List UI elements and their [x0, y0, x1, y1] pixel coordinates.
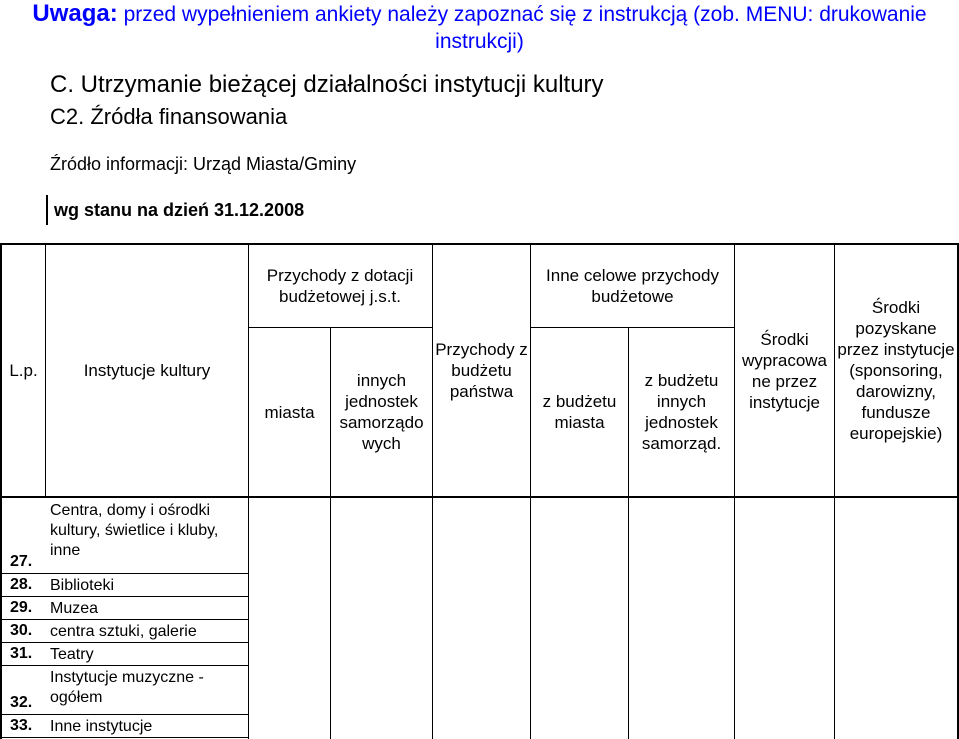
data-entry-cell[interactable]: [736, 643, 833, 664]
data-entry-cell[interactable]: [250, 597, 329, 618]
row-separator: [0, 596, 248, 597]
row-institution-name: Biblioteki: [50, 577, 115, 594]
row-separator: [0, 619, 248, 620]
data-entry-cell[interactable]: [630, 715, 733, 736]
data-entry-cell[interactable]: [250, 620, 329, 641]
data-entry-cell[interactable]: [736, 620, 833, 641]
header-institutions: Instytucje kultury: [83, 361, 211, 380]
data-entry-cell[interactable]: [630, 499, 733, 572]
data-entry-cell[interactable]: [532, 715, 627, 736]
source-info: Źródło informacji: Urząd Miasta/Gminy: [50, 154, 357, 174]
data-entry-cell[interactable]: [630, 666, 733, 713]
data-entry-cell[interactable]: [836, 574, 956, 595]
header-other-city: z budżetu miasta: [542, 392, 617, 432]
data-entry-cell[interactable]: [836, 620, 956, 641]
notice-text: przed wypełnieniem ankiety należy zapoznać się z instrukcją (zob. MENU: drukowanie instrukcji): [117, 3, 927, 53]
row-number: 31.: [10, 645, 33, 662]
header-subsidy-city: miasta: [264, 402, 315, 422]
data-entry-cell[interactable]: [250, 666, 329, 713]
data-entry-cell[interactable]: [532, 666, 627, 713]
row-separator: [0, 573, 248, 574]
header-own-funds: Środki wypracowa ne przez instytucje: [741, 329, 828, 412]
notice-prefix: Uwaga:: [32, 0, 118, 27]
row-institution-name: Instytucje muzyczne - ogółem: [50, 669, 204, 706]
as-of-date: wg stanu na dzień 31.12.2008: [46, 195, 304, 225]
data-entry-cell[interactable]: [736, 574, 833, 595]
data-entry-cell[interactable]: [434, 499, 529, 572]
data-entry-cell[interactable]: [532, 597, 627, 618]
header-other-units: z budżetu innych jednostek samorząd.: [641, 371, 722, 453]
header-subsidy-group: Przychody z dotacji budżetowej j.s.t.: [266, 266, 414, 306]
data-entry-cell[interactable]: [630, 643, 733, 664]
data-entry-cell[interactable]: [836, 715, 956, 736]
data-entry-cell[interactable]: [836, 499, 956, 572]
header-state-budget: Przychody z budżetu państwa: [435, 340, 528, 401]
data-entry-cell[interactable]: [332, 666, 431, 713]
data-entry-cell[interactable]: [434, 574, 529, 595]
data-entry-cell[interactable]: [434, 666, 529, 713]
header-other-group: Inne celowe przychody budżetowe: [546, 266, 719, 306]
data-entry-cell[interactable]: [250, 643, 329, 664]
data-entry-cell[interactable]: [434, 643, 529, 664]
data-entry-cell[interactable]: [532, 574, 627, 595]
row-number: 33.: [10, 717, 33, 734]
data-entry-cell[interactable]: [434, 620, 529, 641]
own-funds-col-border: [834, 243, 835, 739]
data-entry-cell[interactable]: [250, 574, 329, 595]
data-entry-cell[interactable]: [250, 499, 329, 572]
header-subsidy-other: innych jednostek samorządo wych: [339, 371, 424, 453]
section-title-c: C. Utrzymanie bieżącej działalności instytucji kultury: [50, 71, 604, 98]
data-entry-cell[interactable]: [736, 499, 833, 572]
data-entry-cell[interactable]: [532, 499, 627, 572]
data-entry-cell[interactable]: [736, 666, 833, 713]
data-entry-cell[interactable]: [250, 715, 329, 736]
row-institution-name: Inne instytucje: [50, 718, 153, 735]
data-entry-cell[interactable]: [532, 643, 627, 664]
section-title-c2: C2. Źródła finansowania: [50, 104, 288, 129]
row-separator: [0, 737, 248, 738]
row-number: 32.: [10, 694, 33, 711]
row-number: 30.: [10, 622, 33, 639]
header-lp: L.p.: [9, 361, 38, 380]
data-entry-cell[interactable]: [332, 499, 431, 572]
data-entry-cell[interactable]: [630, 574, 733, 595]
data-entry-cell[interactable]: [332, 574, 431, 595]
data-entry-cell[interactable]: [630, 597, 733, 618]
row-separator: [0, 642, 248, 643]
data-entry-cell[interactable]: [434, 715, 529, 736]
data-entry-cell[interactable]: [736, 715, 833, 736]
row-institution-name: centra sztuki, galerie: [50, 623, 197, 640]
data-entry-cell[interactable]: [630, 620, 733, 641]
data-entry-cell[interactable]: [736, 597, 833, 618]
data-entry-cell[interactable]: [332, 597, 431, 618]
row-number: 28.: [10, 576, 33, 593]
instructions-notice: [0, 0, 959, 55]
row-number: 27.: [10, 553, 33, 570]
data-entry-cell[interactable]: [532, 620, 627, 641]
row-institution-name: Muzea: [50, 600, 99, 617]
row-institution-name: Teatry: [50, 646, 94, 663]
row-number: 29.: [10, 599, 33, 616]
header-bottom-border: [0, 496, 959, 498]
row-institution-name: Centra, domy i ośrodki kultury, świetlice i kluby, inne: [50, 502, 219, 559]
data-entry-cell[interactable]: [836, 643, 956, 664]
data-entry-cell[interactable]: [836, 666, 956, 713]
data-entry-cell[interactable]: [332, 715, 431, 736]
data-entry-cell[interactable]: [332, 643, 431, 664]
row-separator: [0, 665, 248, 666]
row-separator: [0, 714, 248, 715]
header-raised-funds: Środki pozyskane przez instytucje (sponsoring, darowizny, fundusze europejskie): [837, 298, 955, 443]
data-entry-cell[interactable]: [836, 597, 956, 618]
data-entry-cell[interactable]: [434, 597, 529, 618]
data-entry-cell[interactable]: [332, 620, 431, 641]
